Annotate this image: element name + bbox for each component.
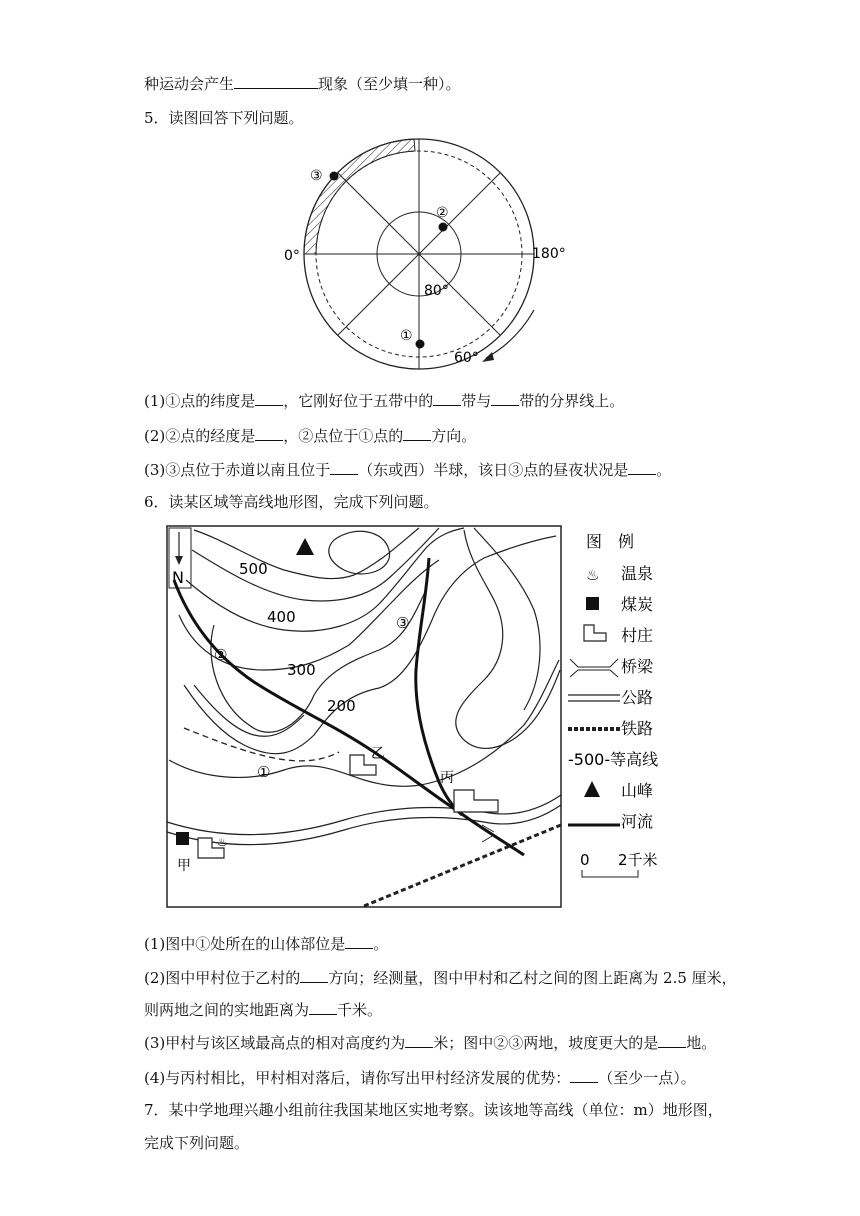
q5-title: 5．读图回答下列问题。 xyxy=(144,109,304,127)
answer-blank[interactable] xyxy=(570,1066,598,1083)
q5-2-text: 方向。 xyxy=(431,427,477,445)
hot-spring-icon: ♨ xyxy=(586,566,600,584)
legend-label: 温泉 xyxy=(621,564,654,583)
q5-1-text: (1)①点的纬度是 xyxy=(144,392,256,410)
arrow-head xyxy=(482,352,494,362)
legend-label: 桥梁 xyxy=(621,657,654,676)
legend-label: 煤炭 xyxy=(621,595,654,614)
q6-2b-line xyxy=(144,998,382,1020)
q6-1-text: 。 xyxy=(373,935,389,953)
q5-1-text: ，它刚好位于五带中的 xyxy=(283,392,434,410)
q6-2-line xyxy=(144,966,737,988)
q4-tail-line xyxy=(144,72,461,94)
legend-label: 铁路 xyxy=(621,719,654,738)
village-yi-label: 乙 xyxy=(371,746,385,762)
q6-4-line xyxy=(144,1066,696,1088)
marker-2: ② xyxy=(214,646,228,664)
q5-2-line xyxy=(144,424,476,446)
lon-0-label: 0° xyxy=(284,248,300,264)
rotation-arrow xyxy=(486,310,534,358)
contour-400-label: 400 xyxy=(267,608,296,626)
q5-2-text: (2)②点的经度是 xyxy=(144,427,256,445)
village-icon xyxy=(584,625,606,641)
q6-1-text: (1)图中①处所在的山体部位是 xyxy=(144,935,346,953)
q5-3-text: （东或西）半球，该日③点的昼夜状况是 xyxy=(358,461,629,479)
answer-blank[interactable] xyxy=(234,72,318,89)
point-1-label: ① xyxy=(400,328,413,344)
q6-4-text: （至少一点）。 xyxy=(598,1069,696,1087)
contour-map xyxy=(164,520,564,910)
lat-80-label: 80° xyxy=(424,283,449,299)
north-label: N xyxy=(172,568,184,587)
q6-title: 6．读某区域等高线地形图，完成下列问题。 xyxy=(144,493,439,511)
answer-blank[interactable] xyxy=(255,424,283,441)
legend-label: 山峰 xyxy=(621,781,654,800)
lon-180-label: 180° xyxy=(532,246,566,262)
marker-1: ① xyxy=(257,763,271,781)
village-jia-label: 甲 xyxy=(177,858,191,874)
village-bing-label: 丙 xyxy=(440,770,454,786)
answer-blank[interactable] xyxy=(300,966,328,983)
legend-label: 村庄 xyxy=(621,626,654,645)
coal-icon xyxy=(176,832,189,845)
q5-1-text: 带与 xyxy=(461,392,492,410)
q5-1-text: 带的分界线上。 xyxy=(519,392,625,410)
q5-3-text: (3)③点位于赤道以南且位于 xyxy=(144,461,331,479)
q5-1-line xyxy=(144,389,624,411)
q7-line-a: 7．某中学地理兴趣小组前往我国某地区实地考察。读该地等高线（单位：m）地形图， xyxy=(144,1101,723,1119)
point-2-label: ② xyxy=(436,205,449,221)
contour-300-label: 300 xyxy=(287,661,316,679)
bridge-icon xyxy=(570,659,618,677)
q4-tail-text-a: 种运动会产生 xyxy=(144,75,235,93)
q4-tail-text-b: 现象（至少填一种）。 xyxy=(318,75,461,93)
lat-60-label: 60° xyxy=(454,350,479,366)
contour-500-label: 500 xyxy=(239,560,268,578)
q6-2-text: 千米。 xyxy=(337,1001,383,1019)
q6-2-text: 则两地之间的实地距离为 xyxy=(144,1001,310,1019)
answer-blank[interactable] xyxy=(330,458,358,475)
answer-blank[interactable] xyxy=(309,998,337,1015)
q6-3-text: (3)甲村与该区域最高点的相对高度约为 xyxy=(144,1034,406,1052)
legend-title: 图 例 xyxy=(586,532,635,551)
coal-icon xyxy=(586,597,599,610)
scale-two-km: 2千米 xyxy=(618,851,658,869)
q6-3-text: 地。 xyxy=(686,1034,717,1052)
answer-blank[interactable] xyxy=(345,932,373,949)
hot-spring-icon: ♨ xyxy=(217,835,228,849)
polar-view-diagram xyxy=(276,130,596,375)
point-2 xyxy=(439,223,448,232)
answer-blank[interactable] xyxy=(628,458,656,475)
q5-2-text: ，②点位于①点的 xyxy=(283,427,404,445)
q6-4-text: (4)与丙村相比，甲村相对落后，请你写出甲村经济发展的优势： xyxy=(144,1069,571,1087)
point-1 xyxy=(416,340,425,349)
legend-label: 公路 xyxy=(621,688,654,707)
scale-bar xyxy=(582,870,638,877)
answer-blank[interactable] xyxy=(255,389,283,406)
legend-label: -500-等高线 xyxy=(568,750,659,769)
answer-blank[interactable] xyxy=(403,424,431,441)
q6-1-line xyxy=(144,932,388,954)
answer-blank[interactable] xyxy=(658,1031,686,1048)
q6-2-text: (2)图中甲村位于乙村的 xyxy=(144,969,301,987)
q6-3-text: 米；图中②③两地，坡度更大的是 xyxy=(433,1034,659,1052)
marker-3: ③ xyxy=(396,614,410,632)
map-legend xyxy=(566,525,696,885)
q6-2-text: 方向；经测量，图中甲村和乙村之间的图上距离为 2.5 厘米， xyxy=(328,969,737,987)
answer-blank[interactable] xyxy=(491,389,519,406)
peak-icon xyxy=(584,781,600,797)
q5-3-text: 。 xyxy=(656,461,672,479)
scale-zero: 0 xyxy=(580,851,590,869)
point-3-label: ③ xyxy=(310,168,323,184)
legend-label: 河流 xyxy=(621,812,654,831)
q6-3-line xyxy=(144,1031,716,1053)
q5-3-line xyxy=(144,458,671,480)
q7-line-b: 完成下列问题。 xyxy=(144,1134,250,1152)
point-3 xyxy=(330,172,339,181)
answer-blank[interactable] xyxy=(405,1031,433,1048)
answer-blank[interactable] xyxy=(433,389,461,406)
contour-200-label: 200 xyxy=(327,697,356,715)
